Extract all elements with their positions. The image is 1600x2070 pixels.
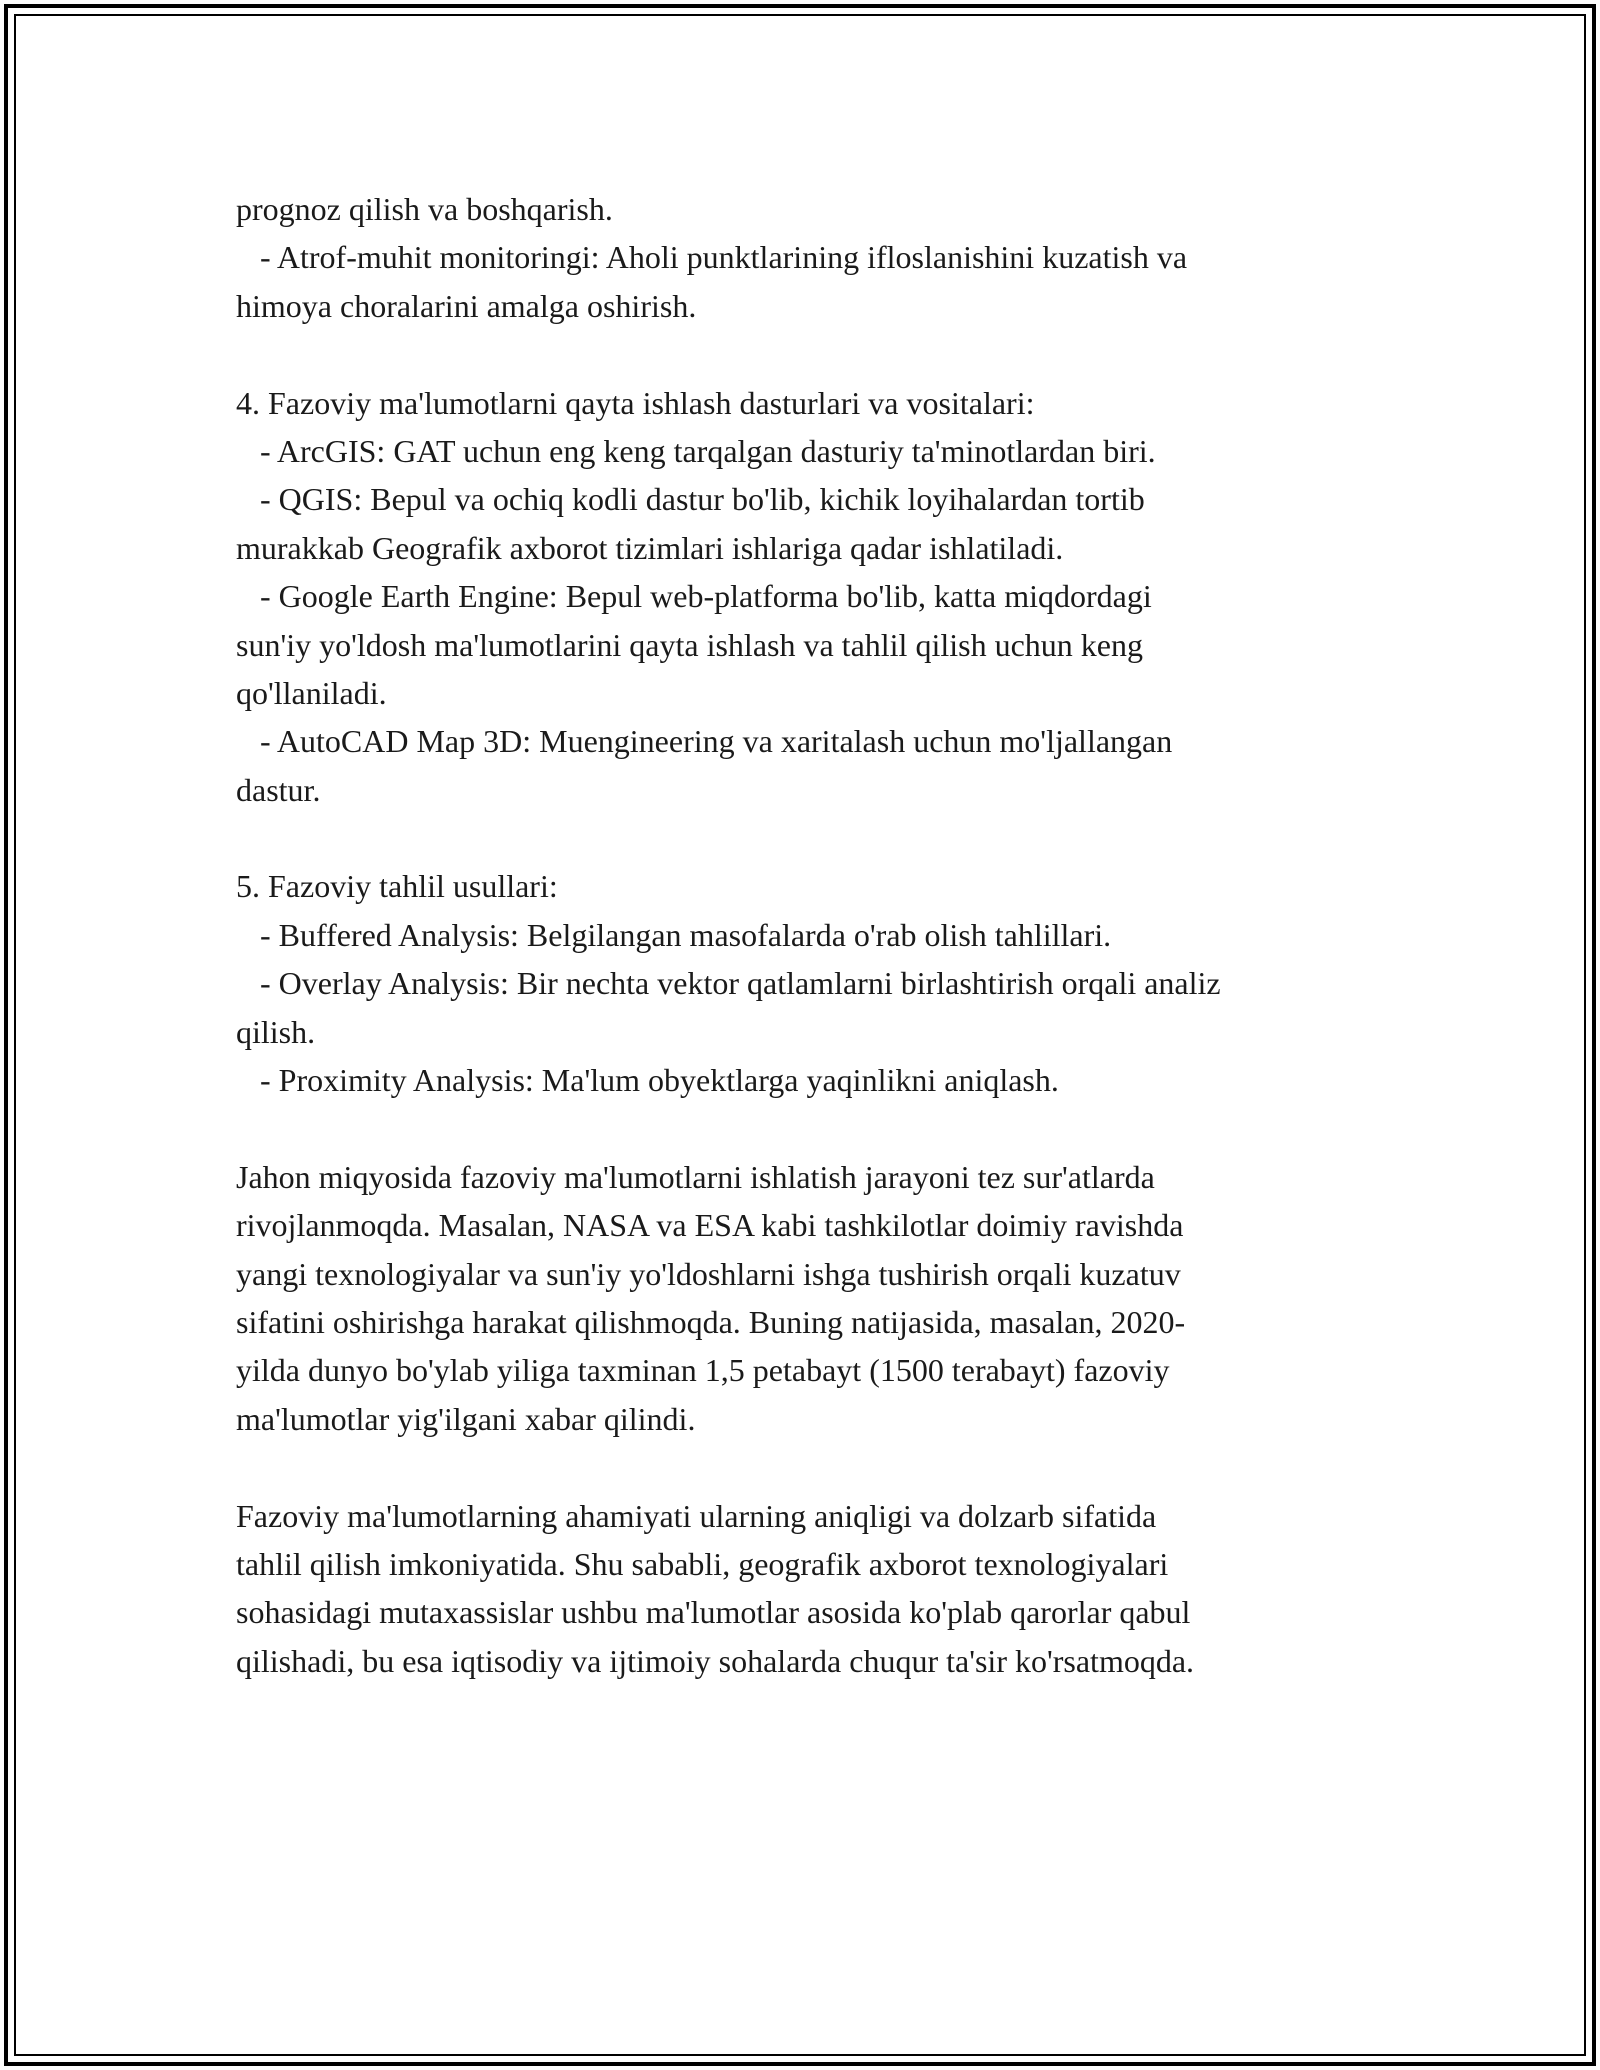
document-body xyxy=(236,185,1396,1685)
text-line: murakkab Geografik axborot tizimlari ishlariga qadar ishlatiladi. xyxy=(236,529,1064,566)
paragraph-line: tahlil qilish imkoniyatida. Shu sababli, geografik axborot texnologiyalari xyxy=(236,1545,1169,1582)
blank-line xyxy=(236,1443,1396,1491)
paragraph-line: Jahon miqyosida fazoviy ma'lumotlarni ishlatish jarayoni tez sur'atlarda xyxy=(236,1158,1155,1195)
paragraph-line: sohasidagi mutaxassislar ushbu ma'lumotlar asosida ko'plab qarorlar qabul xyxy=(236,1594,1191,1631)
text-line: himoya choralarini amalga oshirish. xyxy=(236,287,697,324)
paragraph-line: rivojlanmoqda. Masalan, NASA va ESA kabi tashkilotlar doimiy ravishda xyxy=(236,1207,1184,1244)
text-line: sun'iy yo'ldosh ma'lumotlarini qayta ishlash va tahlil qilish uchun keng xyxy=(236,626,1143,663)
paragraph-line: sifatini oshirishga harakat qilishmoqda. Buning natijasida, masalan, 2020- xyxy=(236,1303,1186,1340)
text-line: - Atrof-muhit monitoringi: Aholi punktlarining ifloslanishini kuzatish va xyxy=(236,239,1188,276)
paragraph-line: ma'lumotlar yig'ilgani xabar qilindi. xyxy=(236,1400,696,1437)
text-line: dastur. xyxy=(236,771,321,808)
blank-line xyxy=(236,814,1396,862)
paragraph-line: Fazoviy ma'lumotlarning ahamiyati ularning aniqligi va dolzarb sifatida xyxy=(236,1497,1157,1534)
blank-line xyxy=(236,330,1396,378)
section-heading: 5. Fazoviy tahlil usullari: xyxy=(236,868,558,905)
text-line: qilish. xyxy=(236,1013,316,1050)
paragraph-line: qilishadi, bu esa iqtisodiy va ijtimoiy sohalarda chuqur ta'sir ko'rsatmoqda. xyxy=(236,1642,1195,1679)
blank-line xyxy=(236,1104,1396,1152)
text-line: qo'llaniladi. xyxy=(236,674,387,711)
list-item: - Google Earth Engine: Bepul web-platforma bo'lib, katta miqdordagi xyxy=(236,578,1152,615)
list-item: - ArcGIS: GAT uchun eng keng tarqalgan dasturiy ta'minotlardan biri. xyxy=(236,432,1156,469)
paragraph-line: yilda dunyo bo'ylab yiliga taxminan 1,5 petabayt (1500 terabayt) fazoviy xyxy=(236,1352,1170,1389)
list-item: - AutoCAD Map 3D: Muengineering va xaritalash uchun mo'ljallangan xyxy=(236,723,1173,760)
list-item: - Buffered Analysis: Belgilangan masofalarda o'rab olish tahlillari. xyxy=(236,916,1112,953)
list-item: - Proximity Analysis: Ma'lum obyektlarga yaqinlikni aniqlash. xyxy=(236,1062,1059,1099)
list-item: - QGIS: Bepul va ochiq kodli dastur bo'lib, kichik loyihalardan tortib xyxy=(236,481,1145,518)
paragraph-line: yangi texnologiyalar va sun'iy yo'ldoshlarni ishga tushirish orqali kuzatuv xyxy=(236,1255,1181,1292)
list-item: - Overlay Analysis: Bir nechta vektor qatlamlarni birlashtirish orqali analiz xyxy=(236,965,1221,1002)
section-heading: 4. Fazoviy ma'lumotlarni qayta ishlash dasturlari va vositalari: xyxy=(236,384,1035,421)
text-line: prognoz qilish va boshqarish. xyxy=(236,191,613,227)
